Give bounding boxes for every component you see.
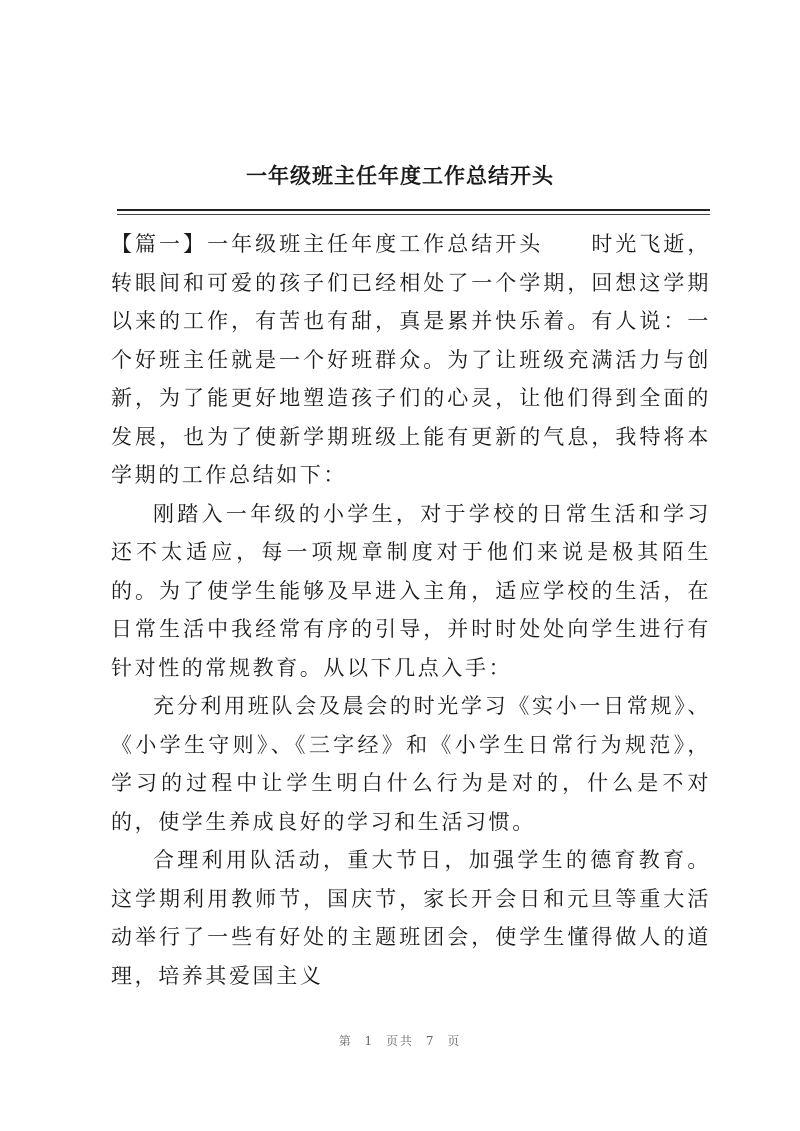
title-rule-thin — [117, 214, 710, 215]
paragraph-4: 合理利用队活动，重大节日，加强学生的德育教育。这学期利用教师节，国庆节，家长开会日和元旦等重大活动举行了一些有好处的主题班团会，使学生懂得做人的道理，培养其爱国主义 — [111, 848, 711, 988]
paragraph-3: 充分利用班队会及晨会的时光学习《实小一日常规》、《小学生守则》、《三字经》和《小学生日常行为规范》，学习的过程中让学生明白什么行为是对的，什么是不对的，使学生养成良好的学习和生活习惯。 — [111, 694, 711, 834]
document-title: 一年级班主任年度工作总结开头 — [246, 163, 554, 188]
paragraph-1: 【篇一】一年级班主任年度工作总结开头 时光飞逝，转眼间和可爱的孩子们已经相处了一个学期，回想这学期以来的工作，有苦也有甜，真是累并快乐着。有人说：一个好班主任就是一个好班群众。为了让班级充满活力与创新，为了能更好地塑造孩子们的心灵，让他们得到全面的发展，也为了使新学期班级上能有更新的气息，我特将本学期的工作总结如下： — [111, 232, 711, 487]
title-rule-thick — [117, 209, 710, 211]
paragraph-2: 刚踏入一年级的小学生，对于学校的日常生活和学习还不太适应，每一项规章制度对于他们来说是极其陌生的。为了使学生能够及早进入主角，适应学校的生活，在日常生活中我经常有序的引导，并时时处处向学生进行有针对性的常规教育。从以下几点入手： — [111, 501, 711, 680]
page-footer: 第 1 页共 7 页 — [338, 1034, 462, 1048]
document-body — [111, 225, 711, 995]
